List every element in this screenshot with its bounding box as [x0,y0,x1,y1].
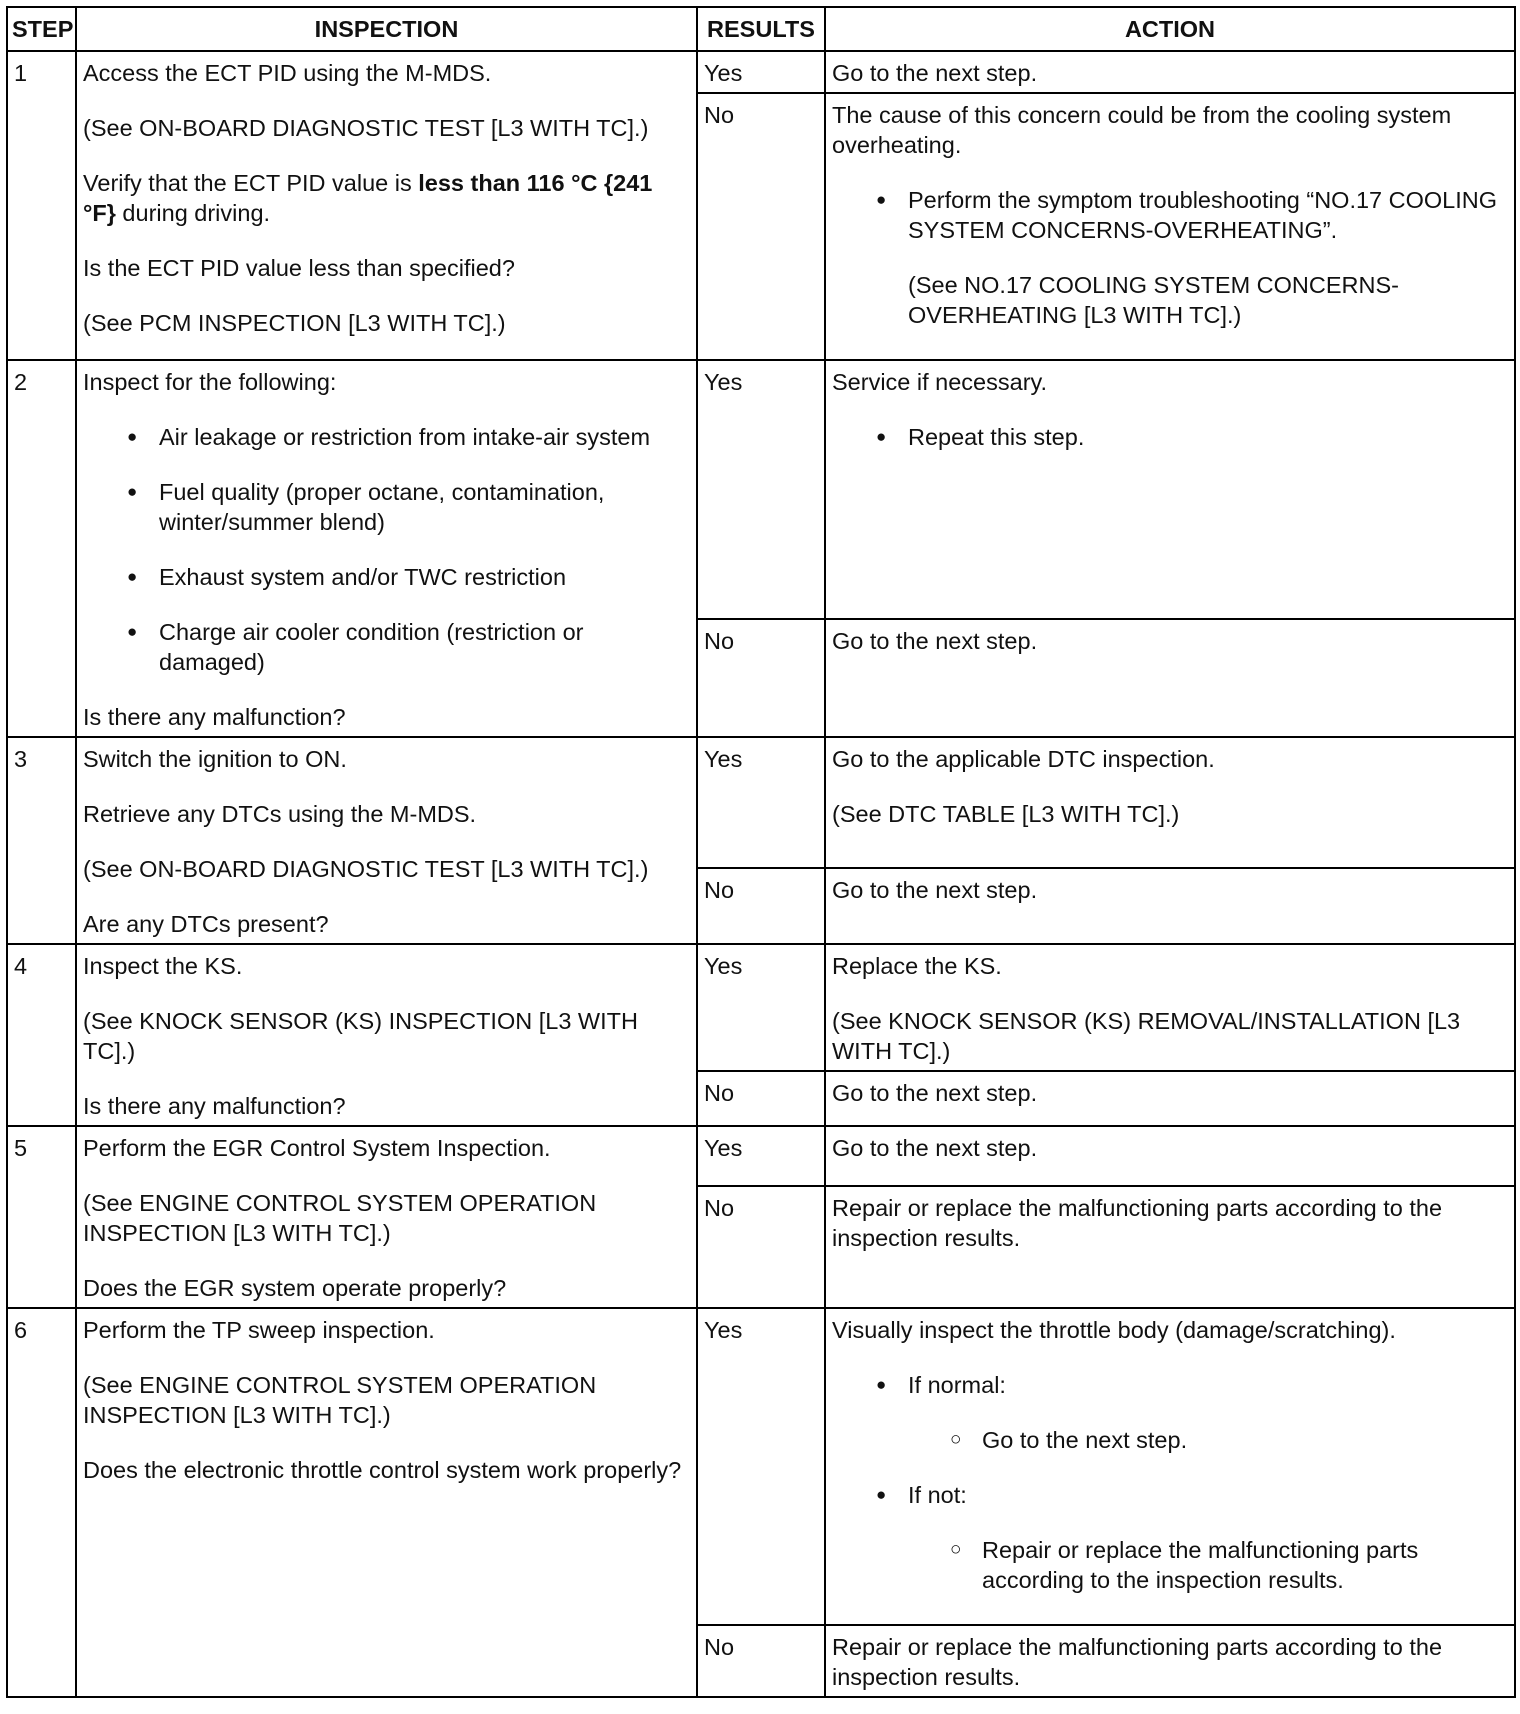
inspection-question: Is there any malfunction? [83,1093,346,1119]
header-action: ACTION [825,7,1515,51]
action-no: Repair or replace the malfunctioning parts according to the inspection results. [825,1186,1515,1308]
inspection-text: Switch the ignition to ON. [83,746,347,772]
action-text: Visually inspect the throttle body (damage/scratching). [832,1317,1396,1343]
action-yes [825,737,1515,868]
step-number: 6 [7,1308,76,1697]
inspection-question: Does the EGR system operate properly? [83,1275,507,1301]
inspection-text: Verify that the ECT PID value is less than 116 °C {241 °F} during driving. [83,170,653,226]
inspection-bullet: ● Charge air cooler condition (restriction or damaged) [159,617,690,677]
action-reference: (See NO.17 COOLING SYSTEM CONCERNS-OVERHEATING [L3 WITH TC].) [908,272,1399,328]
result-no: No [697,93,825,360]
step-number: 1 [7,51,76,360]
step-number: 5 [7,1126,76,1308]
inspection-question: Is the ECT PID value less than specified? [83,255,515,281]
result-yes: Yes [697,51,825,93]
step-4-yes-row [7,944,1515,1071]
action-subbullet: ○ Repair or replace the malfunctioning parts according to the inspection results. [982,1535,1508,1595]
troubleshooting-table [6,6,1516,1698]
action-bullet: ● Repeat this step. [908,422,1508,452]
result-yes: Yes [697,1126,825,1186]
step-5-yes-row [7,1126,1515,1186]
step-inspection [76,944,697,1126]
step-inspection [76,360,697,737]
inspection-text: Perform the EGR Control System Inspection. [83,1135,551,1161]
action-bullet: ● If normal: ○ Go to the next step. [908,1370,1508,1455]
step-inspection [76,737,697,944]
step-2-yes-row [7,360,1515,619]
inspection-question: Are any DTCs present? [83,911,329,937]
step-3-yes-row [7,737,1515,868]
inspection-reference: (See ENGINE CONTROL SYSTEM OPERATION INSPECTION [L3 WITH TC].) [83,1372,597,1428]
action-no: Go to the next step. [825,868,1515,944]
inspection-text: Perform the TP sweep inspection. [83,1317,435,1343]
action-subbullets [908,1535,1508,1595]
inspection-bullet: ● Air leakage or restriction from intake-air system [159,422,690,452]
action-no: Go to the next step. [825,1071,1515,1126]
result-no: No [697,868,825,944]
inspection-bullet: ● Fuel quality (proper octane, contamination, winter/summer blend) [159,477,690,537]
spec-value: less than 116 °C {241 °F} [83,170,653,226]
action-text: Service if necessary. [832,369,1048,395]
action-bullet: ● Perform the symptom troubleshooting “NO.17 COOLING SYSTEM CONCERNS-OVERHEATING”. (See NO.17 COOLING SYSTEM CONCERNS-OVERHEATING [L3 WITH TC].) [908,185,1508,330]
header-results: RESULTS [697,7,825,51]
action-bullet: ● If not: ○ Repair or replace the malfunctioning parts according to the inspection results. [908,1480,1508,1595]
action-no: Go to the next step. [825,619,1515,737]
result-yes: Yes [697,1308,825,1625]
step-number: 4 [7,944,76,1126]
action-subbullet: ○ Go to the next step. [982,1425,1508,1455]
action-text: Go to the applicable DTC inspection. [832,746,1215,772]
action-yes [825,1308,1515,1625]
step-inspection [76,51,697,360]
inspection-reference: (See KNOCK SENSOR (KS) INSPECTION [L3 WITH TC].) [83,1008,638,1064]
action-yes: Go to the next step. [825,1126,1515,1186]
inspection-reference: (See ON-BOARD DIAGNOSTIC TEST [L3 WITH TC].) [83,115,649,141]
action-bullets [832,1370,1508,1595]
action-no: Repair or replace the malfunctioning parts according to the inspection results. [825,1625,1515,1697]
result-no: No [697,1186,825,1308]
action-reference: (See DTC TABLE [L3 WITH TC].) [832,801,1180,827]
action-yes [825,360,1515,619]
action-subbullets [908,1425,1508,1455]
inspection-question: Is there any malfunction? [83,704,346,730]
action-bullets [832,422,1508,452]
action-no [825,93,1515,360]
action-reference: (See KNOCK SENSOR (KS) REMOVAL/INSTALLATION [L3 WITH TC].) [832,1008,1461,1064]
inspection-text: Access the ECT PID using the M-MDS. [83,60,492,86]
inspection-reference: (See ON-BOARD DIAGNOSTIC TEST [L3 WITH TC].) [83,856,649,882]
step-inspection [76,1308,697,1697]
action-bullets [832,185,1508,330]
result-no: No [697,1625,825,1697]
inspection-bullet: ● Exhaust system and/or TWC restriction [159,562,690,592]
action-yes: Go to the next step. [825,51,1515,93]
header-inspection: INSPECTION [76,7,697,51]
result-no: No [697,1071,825,1126]
result-yes: Yes [697,360,825,619]
step-1-yes-row [7,51,1515,93]
inspection-question: Does the electronic throttle control system work properly? [83,1457,682,1483]
inspection-text: Inspect the KS. [83,953,243,979]
inspection-reference: (See PCM INSPECTION [L3 WITH TC].) [83,310,506,336]
action-yes [825,944,1515,1071]
inspection-text: Retrieve any DTCs using the M-MDS. [83,801,477,827]
result-yes: Yes [697,737,825,868]
result-no: No [697,619,825,737]
action-text: The cause of this concern could be from the cooling system overheating. [832,102,1452,158]
step-6-yes-row [7,1308,1515,1625]
inspection-bullets [83,422,690,677]
step-number: 3 [7,737,76,944]
header-step: STEP [7,7,76,51]
step-number: 2 [7,360,76,737]
inspection-text: Inspect for the following: [83,369,337,395]
step-inspection [76,1126,697,1308]
inspection-reference: (See ENGINE CONTROL SYSTEM OPERATION INSPECTION [L3 WITH TC].) [83,1190,597,1246]
action-text: Replace the KS. [832,953,1002,979]
result-yes: Yes [697,944,825,1071]
header-row [7,7,1515,51]
